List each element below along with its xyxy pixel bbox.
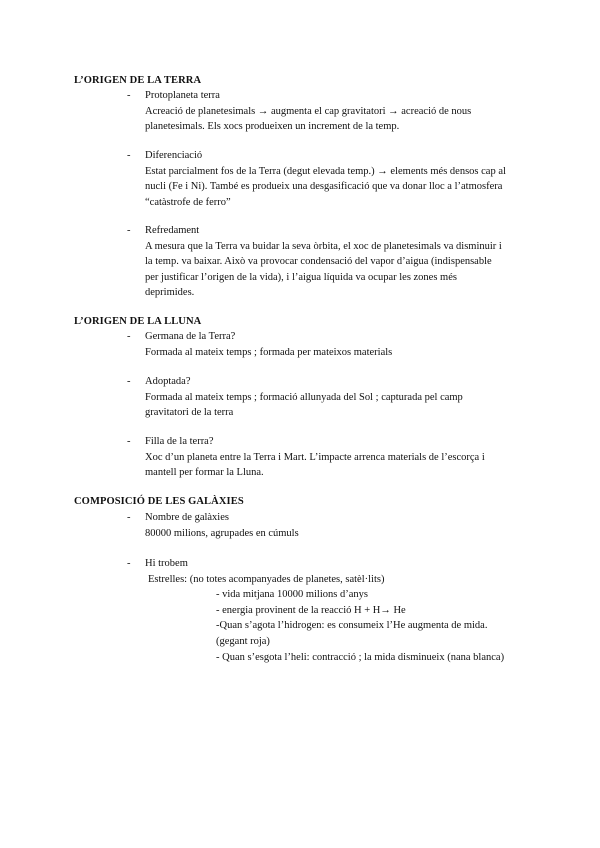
body-line: la temp. va baixar. Això va provocar condensació del vapor d’aigua (indispensable (145, 256, 492, 268)
star-detail-line: - Quan s’esgota l’heli: contracció ; la mida disminueix (nana blanca) (216, 651, 505, 663)
body-line: 80000 milions, agrupades en cúmuls (145, 527, 299, 539)
section-title-origen-terra: L’ORIGEN DE LA TERRA (74, 75, 202, 86)
star-detail-line: (gegant roja) (216, 636, 270, 647)
body-line: planetesimals. Els xocs produeixen un increment de la temp. (145, 121, 400, 133)
body-line: deprimides. (145, 287, 195, 299)
body-line: A mesura que la Terra va buidar la seva òrbita, el xoc de planetesimals va disminuir i (145, 240, 502, 252)
body-line: Formada al mateix temps ; formació allunyada del Sol ; capturada pel camp (145, 391, 463, 403)
bullet-dash: - (127, 150, 131, 161)
star-detail-line: - energia provinent de la reacció H + H→ He (216, 604, 406, 616)
star-detail-line: -Quan s’agota l’hidrogen: es consumeix l’He augmenta de mida. (216, 620, 488, 632)
item-label: Refredament (145, 225, 200, 236)
bullet-dash: - (127, 331, 131, 342)
item-body (145, 239, 515, 301)
body-line: mantell per formar la Lluna. (145, 467, 264, 479)
item-label: Diferenciació (145, 150, 203, 161)
item-label: Protoplaneta terra (145, 90, 220, 101)
item-body (145, 526, 515, 542)
body-line: gravitatori de la terra (145, 407, 234, 419)
body-line: Xoc d’un planeta entre la Terra i Mart. L’impacte arrenca materials de l’escorça i (145, 451, 485, 463)
item-label: Hi trobem (145, 558, 188, 569)
item-body (145, 390, 515, 421)
star-detail-line: - vida mitjana 10000 milions d’anys (216, 589, 368, 601)
stars-intro: Estrelles: (no totes acompanyades de planetes, satèl·lits) (148, 573, 385, 585)
bullet-dash: - (127, 512, 131, 523)
item-body (145, 345, 515, 361)
body-line: nucli (Fe i Ni). També es produeix una desgasificació que va donar lloc a l’atmosfera (145, 181, 503, 193)
section-title-origen-lluna: L’ORIGEN DE LA LLUNA (74, 316, 202, 327)
item-label: Germana de la Terra? (145, 331, 236, 342)
bullet-dash: - (127, 558, 131, 569)
item-label: Filla de la terra? (145, 436, 214, 447)
item-body (145, 450, 515, 481)
body-line: Formada al mateix temps ; formada per mateixos materials (145, 346, 393, 358)
body-line: Estat parcialment fos de la Terra (degut elevada temp.) → elements més densos cap al (145, 165, 506, 177)
item-label: Adoptada? (145, 376, 191, 387)
body-line: “catàstrofe de ferro” (145, 196, 231, 208)
bullet-dash: - (127, 225, 131, 236)
body-line: per justificar l’origen de la vida), i l’aigua líquida va ocupar les zones més (145, 271, 457, 283)
item-label: Nombre de galàxies (145, 512, 229, 523)
item-body (145, 164, 515, 211)
section-title-galaxies: COMPOSICIÓ DE LES GALÀXIES (74, 496, 244, 507)
bullet-dash: - (127, 376, 131, 387)
body-line: Acreació de planetesimals → augmenta el cap gravitatori → acreació de nous (145, 105, 472, 117)
bullet-dash: - (127, 90, 131, 101)
bullet-dash: - (127, 436, 131, 447)
item-body (145, 104, 515, 135)
